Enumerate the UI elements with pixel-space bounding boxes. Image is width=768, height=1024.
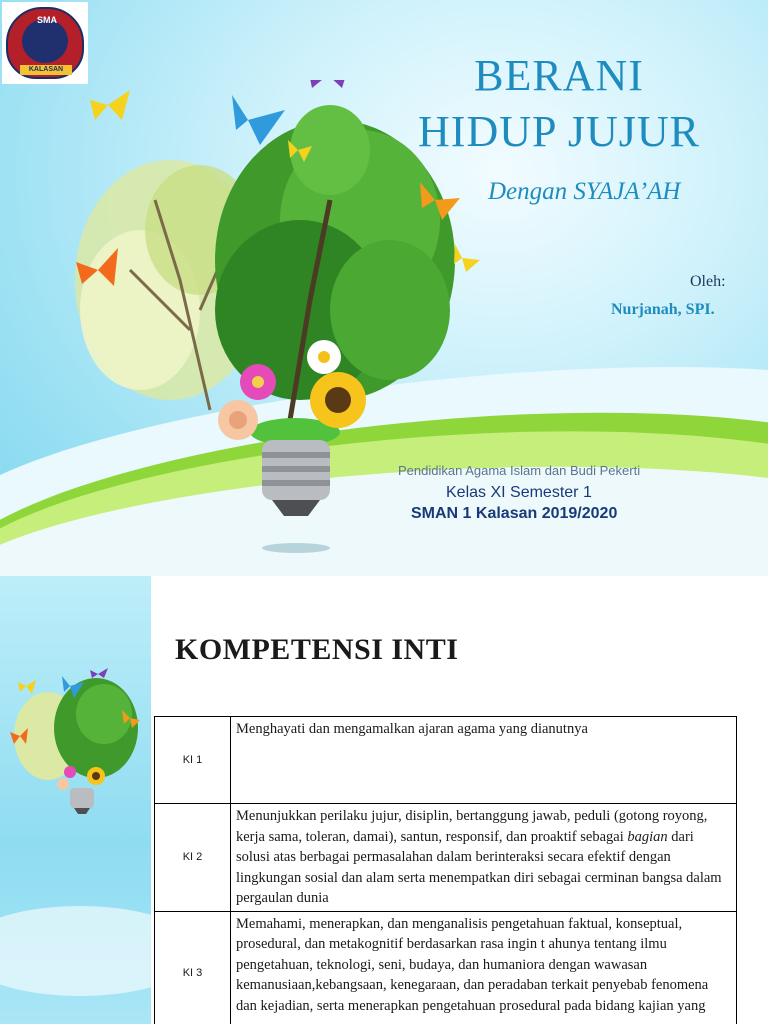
slide-subtitle: Dengan SYAJA’AH: [488, 178, 681, 205]
ki-text-emphasis: bagian: [627, 828, 668, 845]
logo-bottom-text: KALASAN: [20, 65, 72, 75]
ki-description: Menghayati dan mengamalkan ajaran agama yang dianutnya: [231, 717, 737, 804]
title-line-2: HIDUP JUJUR: [418, 107, 700, 156]
table-row: [155, 804, 737, 912]
ki-text-part: Menunjukkan perilaku jujur, disiplin, bertanggung jawab, peduli (gotong royong, kerja sama, toleran, damai), santun, responsif, dan proaktif sebagai: [236, 808, 708, 845]
logo-emblem: [22, 19, 68, 63]
by-label: Oleh:: [690, 273, 726, 290]
slide-title: [400, 48, 718, 160]
kompetensi-inti-table: [154, 716, 737, 1024]
logo-top-text: SMA: [37, 15, 57, 25]
ki-text-part: dari solusi atas berbagai permasalahan dalam berinteraksi secara efektif dengan lingkungan sosial dan alam serta menempatkan diri sebagai cerminan bangsa dalam pergaulan dunia: [236, 828, 722, 906]
logo-shield: [6, 7, 84, 79]
table-row: [155, 911, 737, 1024]
rose: [218, 400, 258, 440]
subject-name: Pendidikan Agama Islam dan Budi Pekerti: [398, 463, 641, 478]
yellow-butterfly-right: [454, 244, 480, 272]
ki-label: KI 3: [155, 911, 231, 1024]
ki-description: [231, 911, 737, 1024]
light-bulb-base: [262, 440, 330, 553]
white-daisy: [307, 340, 341, 374]
ki-label: KI 1: [155, 717, 231, 804]
side-panel: [0, 576, 151, 1024]
ki-text-clip: Memahami, menerapkan, dan menganalisis pengetahuan faktual, konseptual, prosedural, dan metakognitif berdasarkan rasa ingin t ahunya tentang ilmu pengetahuan, teknologi, seni, budaya, dan humaniora dengan wawasan kemanusiaan,kebangsaan, kenegaraan, dan peradaban terkait penyebab fenomena dan kejadian, serta menerapkan pengetahuan prosedural pada bidang kajian yang: [236, 915, 709, 1014]
ki-description: [231, 804, 737, 912]
ki-label: KI 2: [155, 804, 231, 912]
section-heading: KOMPETENSI INTI: [175, 633, 459, 666]
class-semester: Kelas XI Semester 1: [446, 484, 592, 501]
title-line-1: BERANI: [474, 51, 644, 100]
author-name: Nurjanah, SPI.: [611, 301, 715, 318]
yellow-butterfly: [90, 90, 130, 120]
pink-flower: [240, 364, 276, 400]
sunflower: [310, 372, 366, 428]
school-year: SMAN 1 Kalasan 2019/2020: [411, 505, 618, 522]
purple-butterfly: [308, 80, 350, 88]
small-tree-bulb-illustration: [8, 666, 142, 836]
table-row: [155, 717, 737, 804]
school-logo: [2, 2, 88, 84]
kompetensi-slide: [0, 576, 768, 1024]
